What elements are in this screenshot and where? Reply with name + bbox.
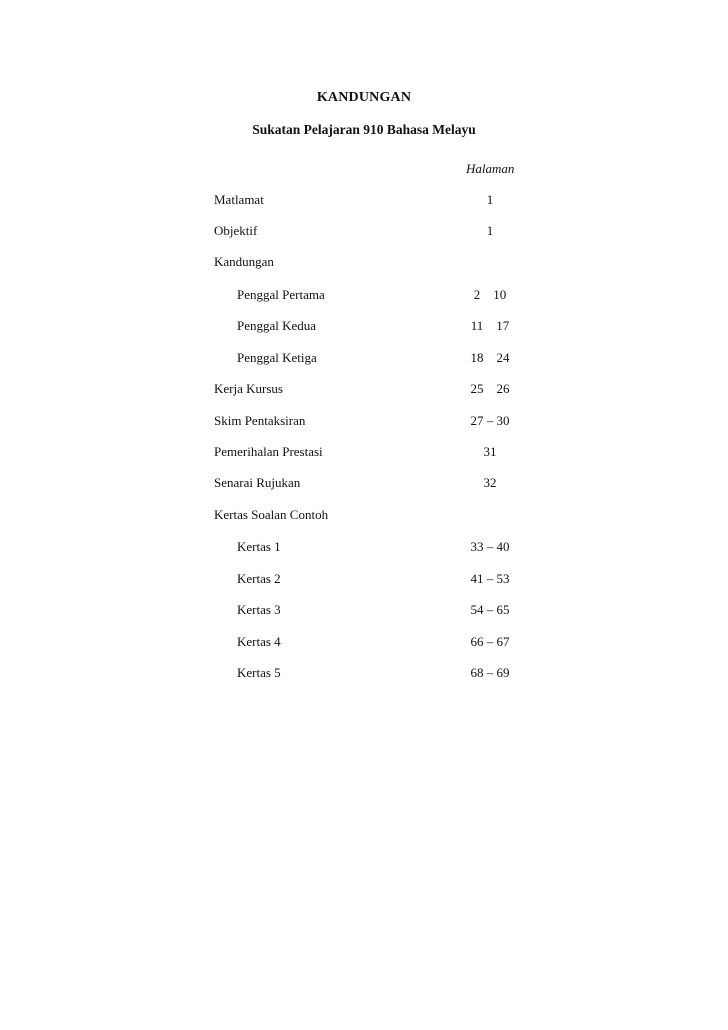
toc-entry-kandungan [0,254,728,272]
toc-entry-page: 27 – 30 [470,413,510,428]
toc-entry-kertas-3 [0,602,728,620]
toc-entry-label: Skim Pentaksiran [214,413,306,428]
toc-entry-page: 1 [486,192,494,207]
toc-entry-penggal-pertama [0,287,728,305]
toc-entry-kertas-4 [0,634,728,652]
document-title: KANDUNGAN [316,90,412,105]
toc-entry-kertas-5 [0,665,728,683]
toc-entry-page: 18 24 [470,350,510,365]
toc-entry-page: 66 – 67 [470,634,510,649]
toc-entry-page: 25 26 [470,381,510,396]
toc-entry-page: 31 [483,444,497,459]
toc-entry-page: 54 – 65 [470,602,510,617]
toc-entry-objektif [0,223,728,241]
toc-entry-page: 1 [486,223,494,238]
toc-entry-pemerihalan-prestasi [0,444,728,462]
toc-entry-label: Kandungan [214,254,274,269]
toc-entry-label: Kertas 2 [237,571,281,586]
document-subtitle: Sukatan Pelajaran 910 Bahasa Melayu [252,122,476,137]
toc-entry-kertas-2 [0,571,728,589]
toc-entry-label: Penggal Kedua [237,318,317,333]
toc-entry-matlamat [0,192,728,210]
toc-entry-label: Kertas 4 [237,634,281,649]
toc-entry-senarai-rujukan [0,475,728,493]
toc-entry-page: 33 – 40 [470,539,510,554]
toc-entry-kerja-kursus [0,381,728,399]
page-column-header: Halaman [466,161,515,176]
toc-entry-page: 68 – 69 [470,665,510,680]
toc-entry-page: 41 – 53 [470,571,510,586]
toc-entry-label: Kertas 5 [237,665,281,680]
toc-entry-penggal-ketiga [0,350,728,368]
toc-entry-skim-pentaksiran [0,413,728,431]
toc-entry-page: 11 17 [470,318,510,333]
toc-entry-label: Kertas 1 [237,539,281,554]
toc-entry-label: Penggal Ketiga [237,350,317,365]
toc-entry-label: Senarai Rujukan [214,475,301,490]
toc-entry-kertas-soalan-contoh [0,507,728,525]
toc-entry-kertas-1 [0,539,728,557]
toc-entry-label: Kertas 3 [237,602,281,617]
toc-entry-page: 32 [483,475,497,490]
toc-entry-label: Matlamat [214,192,264,207]
toc-entry-label: Objektif [214,223,258,238]
toc-entry-page: 2 10 [473,287,507,302]
toc-entry-label: Penggal Pertama [237,287,325,302]
toc-entry-label: Kertas Soalan Contoh [214,507,329,522]
toc-entry-label: Pemerihalan Prestasi [214,444,323,459]
toc-entry-penggal-kedua [0,318,728,336]
toc-entry-label: Kerja Kursus [214,381,283,396]
